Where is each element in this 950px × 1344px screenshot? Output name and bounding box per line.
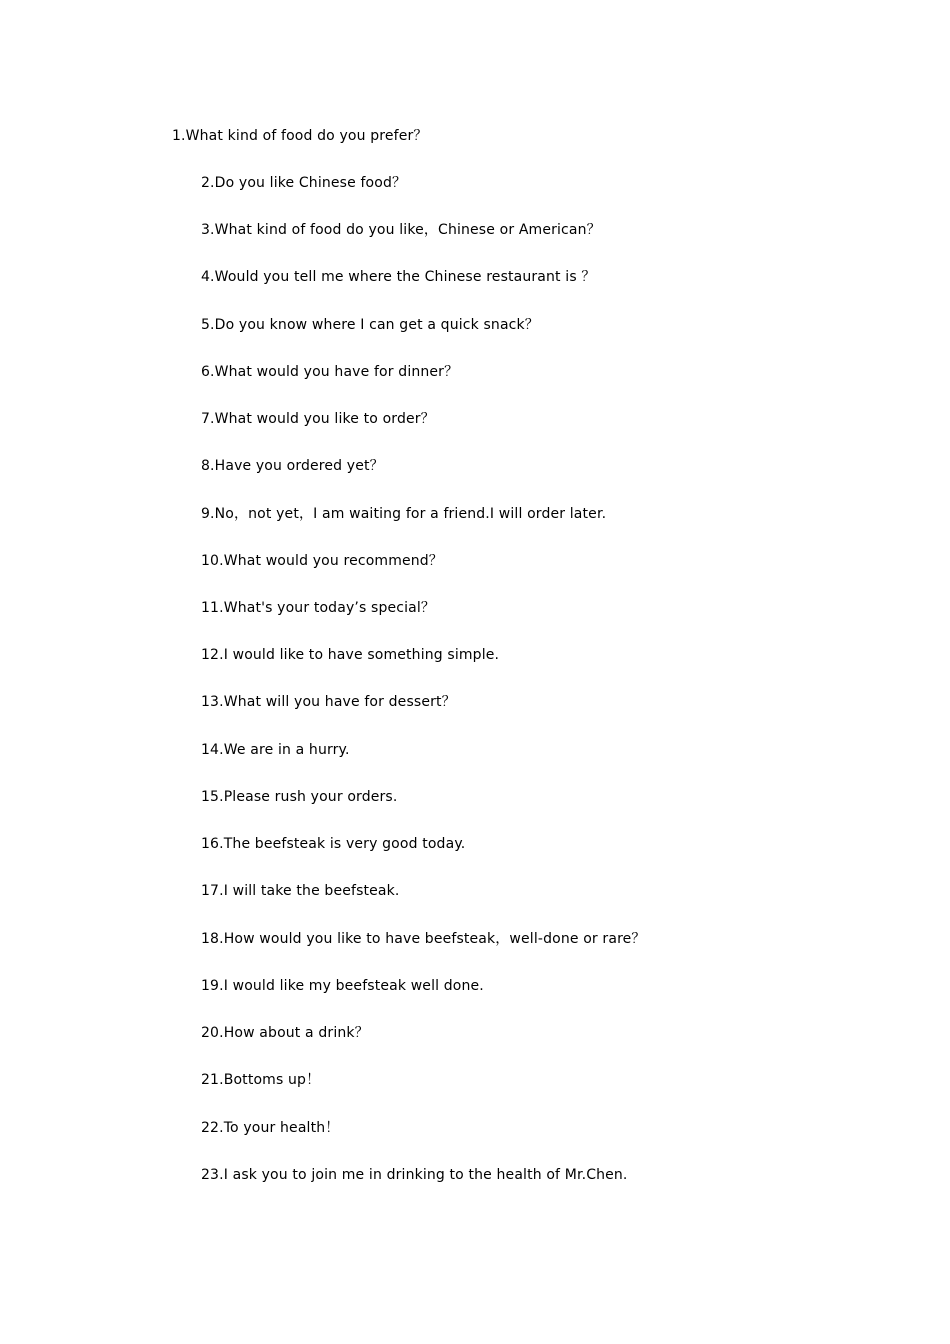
text-line: 22.To your health！ bbox=[201, 1120, 340, 1136]
text-line: 5.Do you know where I can get a quick snack？ bbox=[201, 317, 539, 333]
text-line: 14.We are in a hurry. bbox=[201, 742, 350, 758]
text-line: 19.I would like my beefsteak well done. bbox=[201, 978, 484, 994]
text-line: 20.How about a drink？ bbox=[201, 1025, 369, 1041]
text-line: 6.What would you have for dinner？ bbox=[201, 364, 459, 380]
text-line: 16.The beefsteak is very good today. bbox=[201, 836, 466, 852]
text-line: 2.Do you like Chinese food？ bbox=[201, 175, 407, 191]
text-line: 15.Please rush your orders. bbox=[201, 789, 398, 805]
text-line: 9.No，not yet，I am waiting for a friend.I will order later. bbox=[201, 506, 607, 522]
text-line: 3.What kind of food do you like，Chinese or American？ bbox=[201, 222, 601, 238]
text-line: 10.What would you recommend？ bbox=[201, 553, 443, 569]
text-line: 7.What would you like to order？ bbox=[201, 411, 435, 427]
text-line: 11.What's your today’s special？ bbox=[201, 600, 436, 616]
text-line: 21.Bottoms up！ bbox=[201, 1072, 321, 1088]
text-line: 23.I ask you to join me in drinking to the health of Mr.Chen. bbox=[201, 1167, 628, 1183]
text-line: 13.What will you have for dessert？ bbox=[201, 694, 456, 710]
text-line: 1.What kind of food do you prefer？ bbox=[172, 128, 428, 144]
text-line: 4.Would you tell me where the Chinese restaurant is ？ bbox=[201, 269, 596, 285]
text-line: 18.How would you like to have beefsteak，well-done or rare？ bbox=[201, 931, 646, 947]
text-line: 8.Have you ordered yet？ bbox=[201, 458, 384, 474]
text-line: 17.I will take the beefsteak. bbox=[201, 883, 400, 899]
text-line: 12.I would like to have something simple. bbox=[201, 647, 500, 663]
